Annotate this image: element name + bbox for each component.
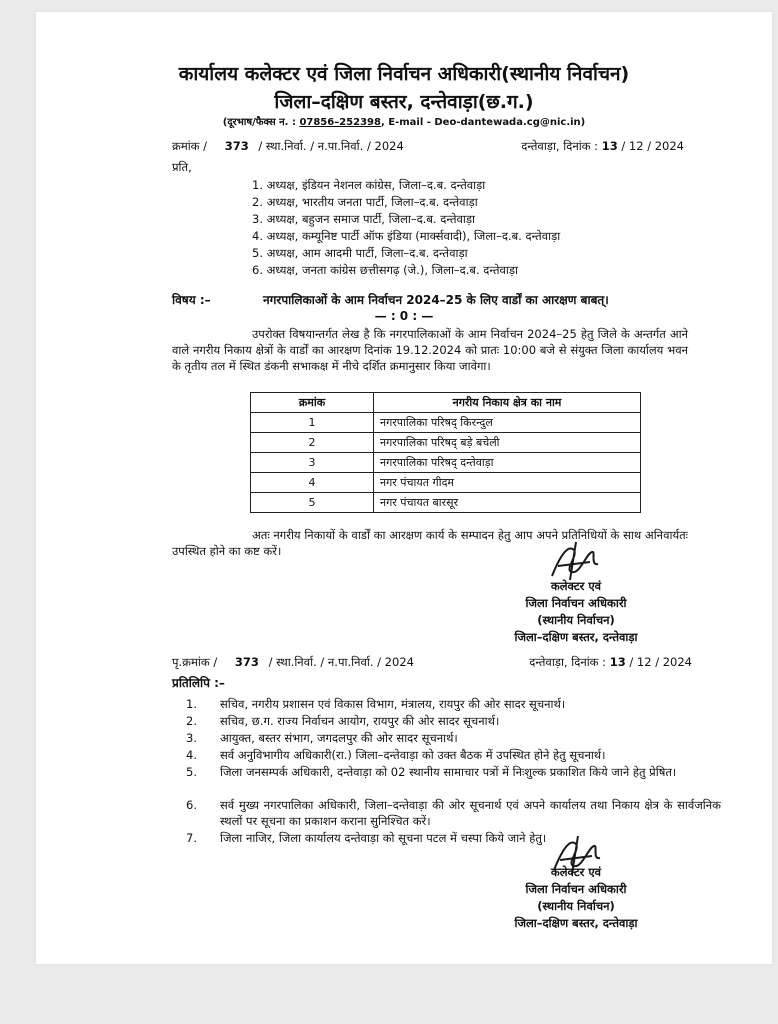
copy-number: 6. [186, 798, 197, 812]
endorse-suffix: / स्था.निर्वा. / न.पा.निर्वा. / 2024 [268, 655, 414, 669]
subject-label: विषय :– [172, 293, 211, 307]
reservation-table [250, 392, 641, 513]
table-cell-serial: 1 [251, 413, 374, 433]
copy-number: 5. [186, 765, 197, 779]
to-label: प्रति, [172, 160, 192, 174]
copy-item [186, 797, 721, 829]
table-header-row [251, 393, 641, 413]
document-page [36, 12, 772, 964]
copy-text: सचिव, छ.ग. राज्य निर्वाचन आयोग, रायपुर की ओर सादर सूचनार्थ। [220, 714, 500, 728]
ref-suffix: / स्था.निर्वा. / न.पा.निर्वा. / 2024 [258, 139, 404, 153]
contact-email: , E-mail - Deo-dantewada.cg@nic.in) [380, 117, 586, 128]
table-row [251, 433, 641, 453]
signature-block [466, 864, 686, 932]
table-row [251, 413, 641, 433]
body-paragraph: उपरोक्त विषयान्तर्गत लेख है कि नगरपालिकाओं के आम निर्वाचन 2024–25 हेतु जिले के अन्तर्गत आने वाले नगरीय निकाय क्षेत्रों के वार्डों का आरक्षण दिनांक 19.12.2024 को प्रातः 10:00 बजे से संयुक्त जिला कार्यालय भवन के तृतीय तल में स्थित डंकनी सभाकक्ष में नीचे दर्शित क्रमानुसार किया जावेगा। [172, 327, 688, 373]
table-cell-name: नगरपालिका परिषद् दन्तेवाड़ा [374, 453, 641, 473]
recipient-item: 1. अध्यक्ष, इंडियन नेशनल कांग्रेस, जिला–द.ब. दन्तेवाड़ा [252, 178, 486, 192]
signature-line: जिला निर्वाचन अधिकारी [525, 596, 627, 610]
recipient-item: 5. अध्यक्ष, आम आदमी पार्टी, जिला–द.ब. दन्तेवाड़ा [252, 246, 468, 260]
subject-text: नगरपालिकाओं के आम निर्वाचन 2024–25 के लिए वार्डों का आरक्षण बाबत्। [263, 293, 609, 307]
copy-text: आयुक्त, बस्तर संभाग, जगदलपुर की ओर सादर सूचनार्थ। [220, 731, 458, 745]
table-cell-serial: 3 [251, 453, 374, 473]
table-cell-serial: 4 [251, 473, 374, 493]
table-row [251, 493, 641, 513]
endorse-date [529, 655, 692, 670]
table-cell-name: नगर पंचायत बारसूर [374, 493, 641, 513]
copy-label: प्रतिलिपि :– [172, 676, 225, 690]
endorse-number: 373 [234, 655, 259, 669]
recipient-item: 4. अध्यक्ष, कम्यूनिष्ट पार्टी ऑफ इंडिया (मार्क्सवादी), जिला–द.ब. दन्तेवाड़ा [252, 229, 561, 243]
letter-reference [172, 139, 684, 154]
copy-text: सर्व अनुविभागीय अधिकारी(रा.) जिला–दन्तेवाड़ा को उक्त बैठक में उपस्थित होने हेतु सूचनार्थ। [220, 748, 606, 762]
recipient-item: 6. अध्यक्ष, जनता कांग्रेस छत्तीसगढ़ (जे.), जिला–द.ब. दन्तेवाड़ा [252, 263, 519, 277]
table-cell-serial: 2 [251, 433, 374, 453]
ref-day: 13 [601, 139, 618, 153]
copy-item [186, 764, 721, 780]
copy-item [186, 730, 721, 746]
copy-number: 2. [186, 714, 197, 728]
closing-paragraph: अतः नगरीय निकायों के वार्डों का आरक्षण कार्य के सम्पादन हेतु आप अपने प्रतिनिधियों के साथ अनिवार्यतः उपस्थित होने का कष्ट करें। [172, 528, 688, 558]
endorsement-reference [172, 655, 692, 670]
office-title: कार्यालय कलेक्टर एवं जिला निर्वाचन अधिकारी(स्थानीय निर्वाचन) [178, 63, 630, 85]
signature-line: कलेक्टर एवं [550, 865, 602, 879]
copy-text: सर्व मुख्य नगरपालिका अधिकारी, जिला–दन्तेवाड़ा की ओर सूचनार्थ एवं अपने कार्यालय तथा निकाय क्षेत्र के सार्वजनिक स्थलों पर सूचना का प्रकाशन कराना सुनिश्चित करें। [220, 798, 721, 828]
table-cell-name: नगर पंचायत गीदम [374, 473, 641, 493]
table-cell-name: नगरपालिका परिषद् किरन्दुल [374, 413, 641, 433]
recipient-item: 2. अध्यक्ष, भारतीय जनता पार्टी, जिला–द.ब. दन्तेवाड़ा [252, 195, 478, 209]
signature-line: कलेक्टर एवं [550, 579, 602, 593]
endorse-day: 13 [609, 655, 626, 669]
separator: — : 0 : — [374, 309, 434, 323]
signature-line: जिला–दक्षिण बस्तर, दन्तेवाड़ा [514, 916, 638, 930]
signature-line: जिला–दक्षिण बस्तर, दन्तेवाड़ा [514, 630, 638, 644]
signature-line: (स्थानीय निर्वाचन) [537, 899, 615, 913]
table-cell-name: नगरपालिका परिषद् बड़े बचेली [374, 433, 641, 453]
contact-prefix: (दूरभाष/फैक्स न. : [222, 117, 300, 128]
copy-number: 1. [186, 697, 197, 711]
table-header-name: नगरीय निकाय क्षेत्र का नाम [374, 393, 641, 413]
ref-prefix: क्रमांक / [172, 139, 208, 153]
ref-number: 373 [224, 139, 249, 153]
table-row [251, 473, 641, 493]
office-contact [36, 114, 772, 128]
ref-month-year: / 12 / 2024 [621, 139, 684, 153]
ref-date [521, 139, 684, 154]
endorse-date-prefix: दन्तेवाड़ा, दिनांक : [529, 655, 607, 669]
copy-text: जिला जनसम्पर्क अधिकारी, दन्तेवाड़ा को 02 स्थानीय सामाचार पत्रों में निःशुल्क प्रकाशित किये जाने हेतु प्रेषित। [220, 765, 677, 779]
signature-line: (स्थानीय निर्वाचन) [537, 613, 615, 627]
copy-item [186, 696, 721, 712]
office-district: जिला–दक्षिण बस्तर, दन्तेवाड़ा(छ.ग.) [274, 91, 534, 113]
ref-date-prefix: दन्तेवाड़ा, दिनांक : [521, 139, 599, 153]
copy-text: सचिव, नगरीय प्रशासन एवं विकास विभाग, मंत्रालय, रायपुर की ओर सादर सूचनार्थ। [220, 697, 566, 711]
signature-line: जिला निर्वाचन अधिकारी [525, 882, 627, 896]
copy-number: 3. [186, 731, 197, 745]
table-header-serial: क्रमांक [251, 393, 374, 413]
endorse-month-year: / 12 / 2024 [629, 655, 692, 669]
endorse-prefix: पृ.क्रमांक / [172, 655, 218, 669]
table-row [251, 453, 641, 473]
copy-text: जिला नाजिर, जिला कार्यालय दन्तेवाड़ा को सूचना पटल में चस्पा किये जाने हेतु। [220, 831, 547, 845]
copy-number: 7. [186, 831, 197, 845]
signature-block [466, 578, 686, 646]
recipient-item: 3. अध्यक्ष, बहुजन समाज पार्टी, जिला–द.ब. दन्तेवाड़ा [252, 212, 476, 226]
copy-number: 4. [186, 748, 197, 762]
contact-phone: 07856–252398 [299, 117, 381, 128]
copy-item [186, 713, 721, 729]
table-cell-serial: 5 [251, 493, 374, 513]
copy-item [186, 830, 721, 846]
copy-item [186, 747, 721, 763]
